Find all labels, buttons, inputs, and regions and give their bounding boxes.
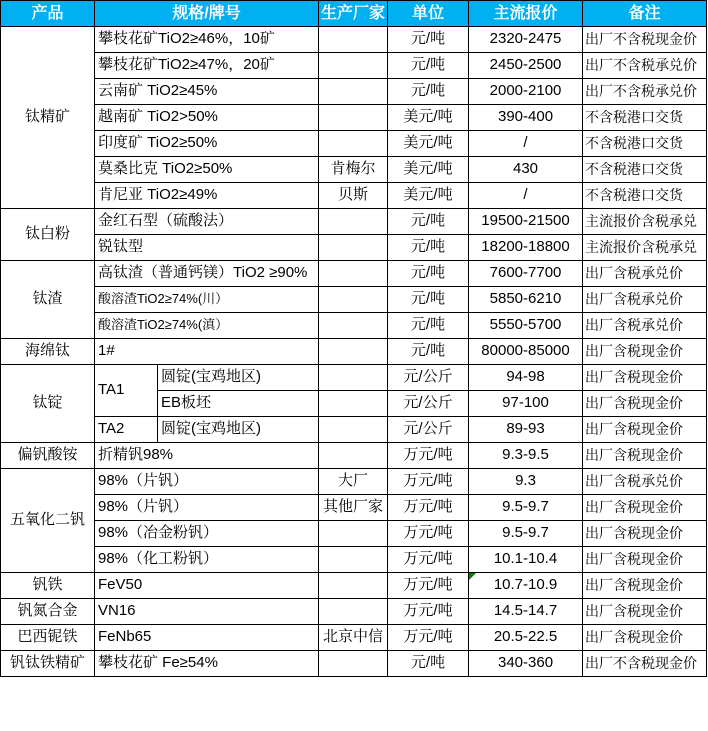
product-cell[interactable]: 钒铁 [1,573,95,599]
unit-cell[interactable]: 元/吨 [388,209,469,235]
spec-cell[interactable]: 折精钒98% [95,443,319,469]
spec-cell[interactable]: 高钛渣（普通钙镁）TiO2 ≥90% [95,261,319,287]
unit-cell[interactable]: 元/公斤 [388,365,469,391]
spec-cell[interactable]: FeV50 [95,573,319,599]
unit-cell[interactable]: 元/吨 [388,235,469,261]
price-cell[interactable]: 19500-21500 [469,209,583,235]
table-row [1,261,707,287]
table-row [1,443,707,469]
unit-cell[interactable]: 万元/吨 [388,599,469,625]
grade-cell[interactable]: TA1 [95,365,158,417]
note-cell[interactable]: 出厂含税现金价 [583,573,707,599]
spec-cell[interactable]: 攀枝花矿TiO2≥46%，10矿 [95,27,319,53]
product-cell[interactable]: 钒钛铁精矿 [1,651,95,677]
product-cell[interactable]: 钛渣 [1,261,95,339]
col-header-price[interactable]: 主流报价 [469,1,583,27]
note-cell[interactable]: 出厂含税承兑价 [583,287,707,313]
price-cell[interactable]: 94-98 [469,365,583,391]
unit-cell[interactable]: 元/吨 [388,53,469,79]
price-value: 10.7-10.9 [493,576,558,594]
spec-cell[interactable]: 金红石型（硫酸法） [95,209,319,235]
spec-cell[interactable]: 酸溶渣TiO2≥74%(滇） [95,313,319,339]
spec-cell[interactable]: 肯尼亚 TiO2≥49% [95,183,319,209]
manufacturer-cell[interactable] [319,521,388,547]
unit-cell[interactable]: 元/吨 [388,27,469,53]
note-cell[interactable]: 不含税港口交货 [583,183,707,209]
price-cell[interactable]: 89-93 [469,417,583,443]
note-cell[interactable]: 出厂不含税现金价 [583,651,707,677]
note-cell[interactable]: 不含税港口交货 [583,157,707,183]
note-cell[interactable]: 出厂含税现金价 [583,521,707,547]
manufacturer-cell[interactable] [319,573,388,599]
spec-cell[interactable]: 98%（冶金粉钒） [95,521,319,547]
unit-cell[interactable]: 美元/吨 [388,131,469,157]
table-row [1,313,707,339]
note-cell[interactable]: 出厂含税承兑价 [583,313,707,339]
manufacturer-cell[interactable] [319,27,388,53]
manufacturer-cell[interactable] [319,235,388,261]
spec-cell[interactable]: 攀枝花矿TiO2≥47%，20矿 [95,53,319,79]
table-row [1,53,707,79]
price-cell[interactable] [469,573,583,599]
table-row [1,287,707,313]
table-row [1,365,707,391]
product-cell[interactable]: 钛锭 [1,365,95,443]
product-cell[interactable]: 钛精矿 [1,27,95,209]
spec-cell[interactable]: VN16 [95,599,319,625]
unit-cell[interactable]: 万元/吨 [388,443,469,469]
price-cell[interactable]: 97-100 [469,391,583,417]
price-cell[interactable]: 5850-6210 [469,287,583,313]
spec-cell[interactable]: EB板坯 [158,391,319,417]
col-header-manufacturer[interactable]: 生产厂家 [319,1,388,27]
table-row [1,105,707,131]
price-cell[interactable]: 20.5-22.5 [469,625,583,651]
table-row [1,469,707,495]
note-cell[interactable]: 主流报价含税承兑 [583,209,707,235]
table-row [1,573,707,599]
price-cell[interactable]: 2450-2500 [469,53,583,79]
manufacturer-cell[interactable] [319,547,388,573]
note-cell[interactable]: 不含税港口交货 [583,131,707,157]
table-row [1,235,707,261]
spec-cell[interactable]: 1# [95,339,319,365]
manufacturer-cell[interactable]: 肯梅尔 [319,157,388,183]
table-row [1,547,707,573]
unit-cell[interactable]: 元/公斤 [388,391,469,417]
note-cell[interactable]: 出厂含税现金价 [583,339,707,365]
note-cell[interactable]: 出厂含税现金价 [583,625,707,651]
note-cell[interactable]: 出厂含税现金价 [583,365,707,391]
unit-cell[interactable]: 万元/吨 [388,521,469,547]
note-cell[interactable]: 出厂不含税现金价 [583,27,707,53]
price-cell[interactable]: 80000-85000 [469,339,583,365]
manufacturer-cell[interactable] [319,599,388,625]
table-row [1,157,707,183]
product-cell[interactable]: 巴西铌铁 [1,625,95,651]
note-cell[interactable]: 出厂不含税承兑价 [583,53,707,79]
col-header-spec[interactable]: 规格/牌号 [95,1,319,27]
unit-cell[interactable]: 万元/吨 [388,495,469,521]
spec-cell[interactable]: 圆锭(宝鸡地区) [158,365,319,391]
spec-cell[interactable]: 98%（化工粉钒） [95,547,319,573]
header-row [1,1,707,27]
manufacturer-cell[interactable] [319,53,388,79]
manufacturer-cell[interactable]: 贝斯 [319,183,388,209]
spec-cell[interactable]: 锐钛型 [95,235,319,261]
table-row [1,521,707,547]
unit-cell[interactable]: 美元/吨 [388,183,469,209]
spec-cell[interactable]: 越南矿 TiO2>50% [95,105,319,131]
product-cell[interactable]: 钒氮合金 [1,599,95,625]
table-row [1,131,707,157]
price-cell[interactable]: 2000-2100 [469,79,583,105]
manufacturer-cell[interactable] [319,209,388,235]
price-cell[interactable]: 9.3-9.5 [469,443,583,469]
manufacturer-cell[interactable]: 其他厂家 [319,495,388,521]
note-cell[interactable]: 出厂不含税承兑价 [583,79,707,105]
table-row [1,495,707,521]
unit-cell[interactable]: 元/吨 [388,339,469,365]
spec-cell[interactable]: 圆锭(宝鸡地区) [158,417,319,443]
unit-cell[interactable]: 元/吨 [388,79,469,105]
price-cell[interactable]: 340-360 [469,651,583,677]
unit-cell[interactable]: 美元/吨 [388,157,469,183]
table-row [1,27,707,53]
manufacturer-cell[interactable] [319,391,388,417]
spec-cell[interactable]: 酸溶渣TiO2≥74%(川） [95,287,319,313]
price-cell[interactable]: 10.1-10.4 [469,547,583,573]
manufacturer-cell[interactable] [319,131,388,157]
grade-cell[interactable]: TA2 [95,417,158,443]
table-row [1,417,707,443]
unit-cell[interactable]: 美元/吨 [388,105,469,131]
unit-cell[interactable]: 万元/吨 [388,469,469,495]
unit-cell[interactable]: 万元/吨 [388,573,469,599]
manufacturer-cell[interactable]: 北京中信 [319,625,388,651]
price-cell[interactable]: 390-400 [469,105,583,131]
product-cell[interactable]: 钛白粉 [1,209,95,261]
col-header-product[interactable]: 产品 [1,1,95,27]
manufacturer-cell[interactable] [319,651,388,677]
note-cell[interactable]: 出厂含税承兑价 [583,469,707,495]
col-header-note[interactable]: 备注 [583,1,707,27]
note-cell[interactable]: 出厂含税现金价 [583,443,707,469]
price-cell[interactable]: 9.5-9.7 [469,495,583,521]
spec-cell[interactable]: 印度矿 TiO2≥50% [95,131,319,157]
unit-cell[interactable]: 元/吨 [388,261,469,287]
spec-cell[interactable]: 攀枝花矿 Fe≥54% [95,651,319,677]
note-cell[interactable]: 出厂含税现金价 [583,391,707,417]
table-row [1,625,707,651]
note-cell[interactable]: 出厂含税现金价 [583,417,707,443]
manufacturer-cell[interactable] [319,417,388,443]
unit-cell[interactable]: 万元/吨 [388,625,469,651]
spec-cell[interactable]: 云南矿 TiO2≥45% [95,79,319,105]
manufacturer-cell[interactable] [319,261,388,287]
manufacturer-cell[interactable]: 大厂 [319,469,388,495]
spec-cell[interactable]: 98%（片钒） [95,495,319,521]
unit-cell[interactable]: 元/公斤 [388,417,469,443]
product-cell[interactable]: 海绵钛 [1,339,95,365]
spec-cell[interactable]: 98%（片钒） [95,469,319,495]
product-cell[interactable]: 偏钒酸铵 [1,443,95,469]
note-cell[interactable]: 主流报价含税承兑 [583,235,707,261]
product-cell[interactable]: 五氧化二钒 [1,469,95,573]
price-cell[interactable]: 2320-2475 [469,27,583,53]
manufacturer-cell[interactable] [319,443,388,469]
manufacturer-cell[interactable] [319,287,388,313]
note-cell[interactable]: 出厂含税现金价 [583,495,707,521]
table-row [1,209,707,235]
unit-cell[interactable]: 万元/吨 [388,547,469,573]
price-cell[interactable]: 7600-7700 [469,261,583,287]
table-row [1,79,707,105]
note-cell[interactable]: 出厂含税现金价 [583,599,707,625]
price-cell[interactable]: 5550-5700 [469,313,583,339]
table-row [1,651,707,677]
table-row [1,183,707,209]
note-cell[interactable]: 出厂含税现金价 [583,547,707,573]
manufacturer-cell[interactable] [319,105,388,131]
unit-cell[interactable]: 元/吨 [388,287,469,313]
price-cell[interactable]: 18200-18800 [469,235,583,261]
price-cell[interactable]: 14.5-14.7 [469,599,583,625]
price-cell[interactable]: 9.5-9.7 [469,521,583,547]
col-header-unit[interactable]: 单位 [388,1,469,27]
note-cell[interactable]: 出厂含税承兑价 [583,261,707,287]
manufacturer-cell[interactable] [319,339,388,365]
manufacturer-cell[interactable] [319,313,388,339]
spec-cell[interactable]: 莫桑比克 TiO2≥50% [95,157,319,183]
note-cell[interactable]: 不含税港口交货 [583,105,707,131]
table-row [1,599,707,625]
table-row [1,339,707,365]
price-cell[interactable]: / [469,183,583,209]
price-cell[interactable]: 430 [469,157,583,183]
unit-cell[interactable]: 元/吨 [388,651,469,677]
price-cell[interactable]: / [469,131,583,157]
manufacturer-cell[interactable] [319,79,388,105]
spec-cell[interactable]: FeNb65 [95,625,319,651]
manufacturer-cell[interactable] [319,365,388,391]
unit-cell[interactable]: 元/吨 [388,313,469,339]
price-cell[interactable]: 9.3 [469,469,583,495]
comment-flag-icon [469,573,476,580]
